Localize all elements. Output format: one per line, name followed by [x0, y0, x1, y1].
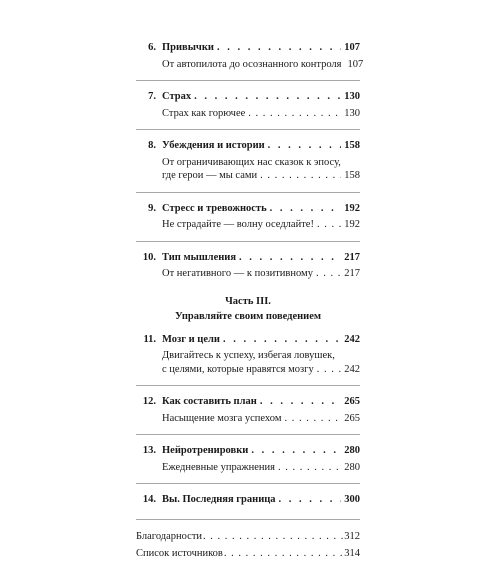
- chapter-subtitle-line-1: От ограничивающих нас сказок к эпосу,: [162, 156, 341, 168]
- chapter-number: 12.: [142, 396, 156, 407]
- dot-leader: [217, 41, 341, 55]
- dot-leader: [317, 363, 342, 377]
- back-matter-row[interactable]: [136, 530, 360, 544]
- chapter-subtitle: Страх как горючее: [162, 107, 246, 119]
- chapter-row[interactable]: [136, 444, 360, 458]
- chapter-page-number: 217: [344, 251, 360, 263]
- chapter-page-number: 265: [344, 396, 360, 407]
- subtitle-row: [136, 58, 364, 72]
- chapter-subtitle: Насыщение мозга успехом: [162, 412, 282, 424]
- subtitle-page-number: 158: [344, 170, 360, 181]
- chapter-subtitle: Не страдайте — волну оседлайте!: [162, 219, 314, 230]
- toc-entry-chapter-11: [136, 333, 360, 387]
- dot-leader: [260, 395, 341, 409]
- chapter-subtitle-line-2: где герои — мы сами: [162, 170, 258, 181]
- part-title: Управляйте своим поведением: [174, 310, 322, 322]
- chapter-row[interactable]: [136, 41, 360, 55]
- chapter-page-number: 192: [344, 202, 360, 214]
- dot-leader: [224, 547, 344, 561]
- chapter-page-number: 300: [344, 494, 360, 505]
- table-of-contents: [136, 41, 364, 565]
- back-matter-title: Благодарности: [136, 530, 203, 542]
- chapter-row[interactable]: [136, 333, 360, 347]
- part-heading: [136, 294, 360, 324]
- toc-entry-chapter-8: [136, 139, 360, 193]
- dot-leader: [194, 90, 341, 104]
- toc-entry-chapter-6: [136, 41, 364, 81]
- dot-leader: [239, 251, 341, 265]
- chapter-number: 11.: [143, 333, 156, 345]
- chapter-page-number: 107: [344, 42, 360, 53]
- chapter-subtitle-line-1: Двигайтесь к успеху, избегая ловушек,: [162, 350, 335, 361]
- subtitle-row: [136, 107, 360, 121]
- chapter-subtitle-line-2: с целями, которые нравятся мозгу: [162, 363, 314, 375]
- chapter-number: 7.: [148, 91, 156, 102]
- toc-entry-chapter-14: [136, 493, 360, 520]
- subtitle-row: [136, 267, 360, 281]
- part-label: Часть III.: [225, 295, 271, 307]
- toc-entry-chapter-12: [136, 395, 360, 435]
- chapter-number: 10.: [142, 251, 156, 263]
- chapter-subtitle: От негативного — к позитивному: [162, 268, 313, 279]
- dot-leader: [317, 218, 341, 232]
- chapter-page-number: 130: [344, 91, 360, 102]
- dot-leader: [270, 202, 342, 216]
- dot-leader: [251, 444, 341, 458]
- chapter-title: Привычки: [162, 42, 214, 53]
- dot-leader: [268, 139, 342, 153]
- back-matter-page-number: 314: [344, 548, 360, 559]
- chapter-number: 9.: [148, 202, 156, 214]
- chapter-title: Мозг и цели: [162, 333, 220, 345]
- chapter-title: Убеждения и истории: [162, 140, 265, 151]
- subtitle-row: [136, 169, 360, 183]
- chapter-row[interactable]: [136, 202, 360, 216]
- subtitle-page-number: 280: [344, 461, 360, 473]
- chapter-title: Как составить план: [162, 396, 257, 407]
- subtitle-page-number: 130: [344, 107, 360, 119]
- subtitle-row: [136, 461, 360, 475]
- back-matter-title: Список источников: [136, 548, 223, 559]
- dot-leader: [248, 107, 341, 121]
- dot-leader: [284, 412, 341, 426]
- subtitle-page-number: 192: [344, 219, 360, 230]
- chapter-number: 14.: [142, 494, 156, 505]
- back-matter-row[interactable]: [136, 547, 360, 561]
- chapter-page-number: 242: [344, 333, 360, 345]
- chapter-row[interactable]: [136, 251, 360, 265]
- chapter-number: 6.: [148, 42, 156, 53]
- dot-leader: [260, 169, 341, 183]
- chapter-page-number: 158: [344, 140, 360, 151]
- toc-entry-chapter-10: [136, 251, 360, 281]
- toc-entry-chapter-9: [136, 202, 360, 242]
- subtitle-page-number: 265: [344, 412, 360, 424]
- chapter-title: Вы. Последняя граница: [162, 494, 276, 505]
- dot-leader: [203, 530, 344, 544]
- toc-entry-chapter-13: [136, 444, 360, 484]
- chapter-number: 8.: [148, 140, 156, 151]
- subtitle-page-number: 107: [347, 58, 364, 70]
- chapter-title: Нейротренировки: [162, 445, 249, 456]
- subtitle-row: [136, 363, 360, 377]
- subtitle-row: [136, 218, 360, 232]
- back-matter: [136, 530, 360, 561]
- subtitle-row: [136, 412, 360, 426]
- chapter-row[interactable]: [136, 139, 360, 153]
- dot-leader: [278, 461, 341, 475]
- chapter-number: 13.: [142, 445, 156, 456]
- chapter-row[interactable]: [136, 395, 360, 409]
- chapter-row[interactable]: [136, 90, 360, 104]
- chapter-title: Тип мышления: [162, 251, 237, 263]
- toc-entry-chapter-7: [136, 90, 360, 130]
- chapter-title: Стресс и тревожность: [162, 202, 267, 214]
- subtitle-page-number: 217: [344, 268, 360, 279]
- chapter-title: Страх: [162, 91, 192, 102]
- chapter-subtitle: От автопилота до осознанного контроля: [162, 58, 342, 70]
- dot-leader: [316, 267, 341, 281]
- dot-leader: [223, 333, 341, 347]
- back-matter-page-number: 312: [344, 530, 360, 542]
- chapter-subtitle: Ежедневные упражнения: [162, 461, 275, 473]
- subtitle-page-number: 242: [344, 363, 360, 375]
- chapter-page-number: 280: [344, 445, 360, 456]
